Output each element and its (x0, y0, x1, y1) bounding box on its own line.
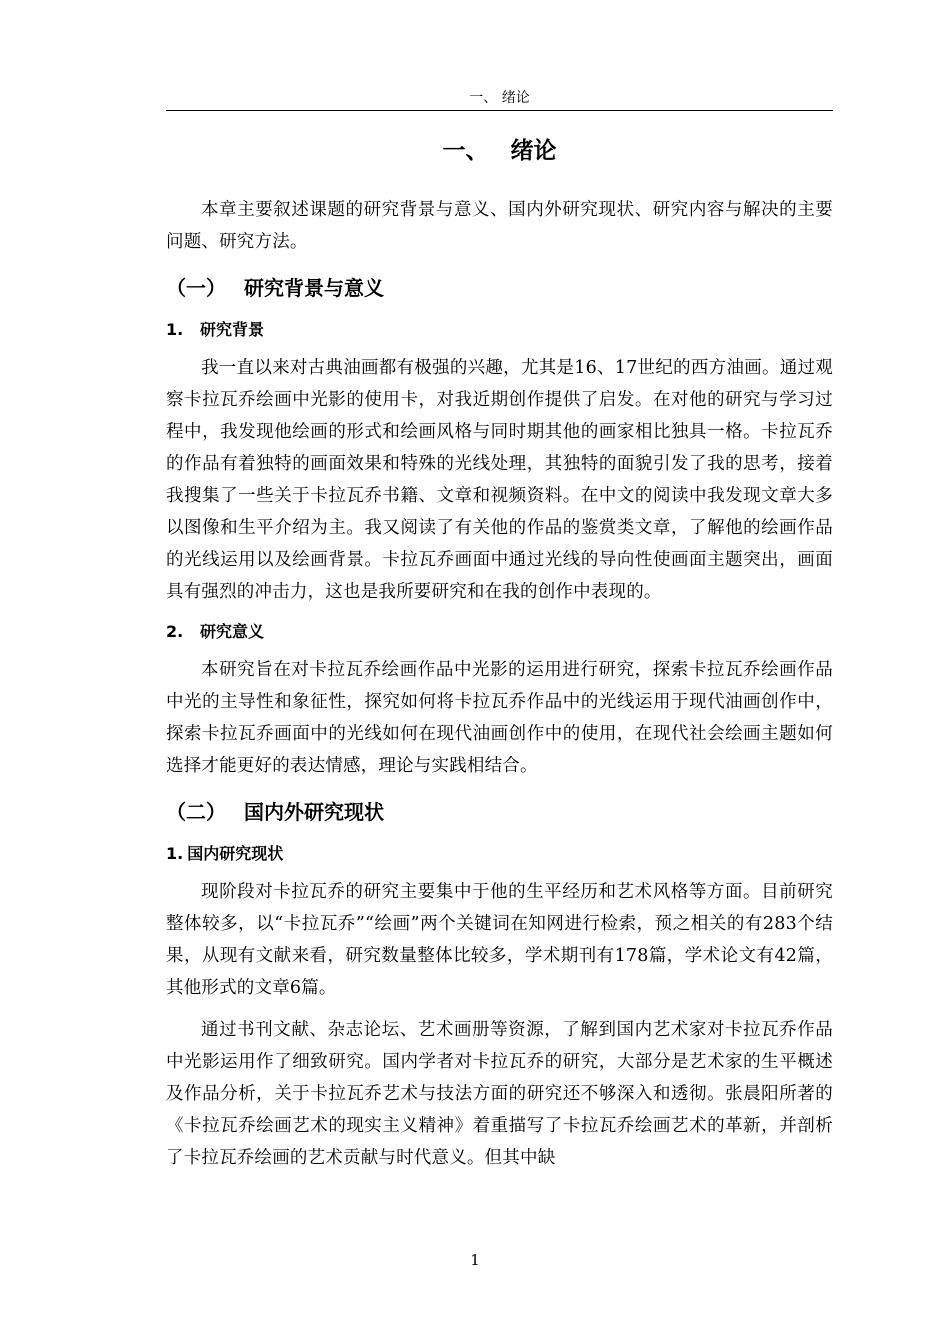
section-number: （二） (166, 800, 226, 824)
running-header: 一、 绪论 (469, 90, 530, 106)
page-number: 1 (470, 1251, 480, 1269)
section-number: （一） (166, 276, 226, 300)
intro-paragraph: 本章主要叙述课题的研究背景与意义、国内外研究现状、研究内容与解决的主要问题、研究方法。 (166, 200, 833, 252)
section-heading-background (166, 272, 833, 304)
section-title: 国内外研究现状 (244, 800, 384, 824)
domestic-paragraph-1: 现阶段对卡拉瓦乔的研究主要集中于他的生平经历和艺术风格等方面。目前研究整体较多，以“卡拉瓦乔”“绘画”两个关键词在知网进行检索，预之相关的有283个结果，从现有文献来看，研究数量整体比较多，学术期刊有178篇，学术论文有42篇，其他形式的文章6篇。 (166, 882, 833, 998)
background-paragraph: 我一直以来对古典油画都有极强的兴趣，尤其是16、17世纪的西方油画。通过观察卡拉瓦乔绘画中光影的使用卡，对我近期创作提供了启发。在对他的研究与学习过程中，我发现他绘画的形式和绘画风格与同时期其他的画家相比独具一格。卡拉瓦乔的作品有着独特的画面效果和特殊的光线处理，其独特的面貌引发了我的思考，接着我搜集了一些关于卡拉瓦乔书籍、文章和视频资料。在中文的阅读中我发现文章大多以图像和生平介绍为主。我又阅读了有关他的作品的鉴赏类文章，了解他的绘画作品的光线运用以及绘画背景。卡拉瓦乔画面中通过光线的导向性使画面主题突出，画面具有强烈的冲击力，这也是我所要研究和在我的创作中表现的。 (166, 358, 833, 602)
section-title: 研究背景与意义 (244, 276, 384, 300)
subsection-title: 研究背景 (200, 320, 265, 339)
subsection-number: 1. (166, 320, 184, 339)
page-content (166, 128, 833, 1184)
subsection-heading-significance (166, 618, 833, 646)
header-rule (166, 110, 833, 111)
significance-paragraph: 本研究旨在对卡拉瓦乔绘画作品中光影的运用进行研究，探索卡拉瓦乔绘画作品中光的主导性和象征性，探究如何将卡拉瓦乔作品中的光线运用于现代油画创作中，探索卡拉瓦乔画面中的光线如何在现代油画创作中的使用，在现代社会绘画主题如何选择才能更好的表达情感，理论与实践相结合。 (166, 660, 833, 776)
subsection-heading-domestic (166, 840, 833, 868)
subsection-number: 2. (166, 622, 184, 641)
domestic-paragraph-2: 通过书刊文献、杂志论坛、艺术画册等资源，了解到国内艺术家对卡拉瓦乔作品中光影运用作了细致研究。国内学者对卡拉瓦乔的研究，大部分是艺术家的生平概述及作品分析，关于卡拉瓦乔艺术与技法方面的研究还不够深入和透彻。张晨阳所著的《卡拉瓦乔绘画艺术的现实主义精神》着重描写了卡拉瓦乔绘画艺术的革新，并剖析了卡拉瓦乔绘画的艺术贡献与时代意义。但其中缺 (166, 1020, 833, 1168)
chapter-title-text: 绪论 (510, 138, 557, 164)
section-heading-research-status (166, 796, 833, 828)
subsection-title: 国内研究现状 (187, 844, 284, 863)
subsection-title: 研究意义 (200, 622, 265, 641)
subsection-number: 1. (166, 844, 184, 863)
chapter-title (166, 134, 833, 168)
chapter-number: 一、 (442, 138, 489, 164)
subsection-heading-background (166, 316, 833, 344)
